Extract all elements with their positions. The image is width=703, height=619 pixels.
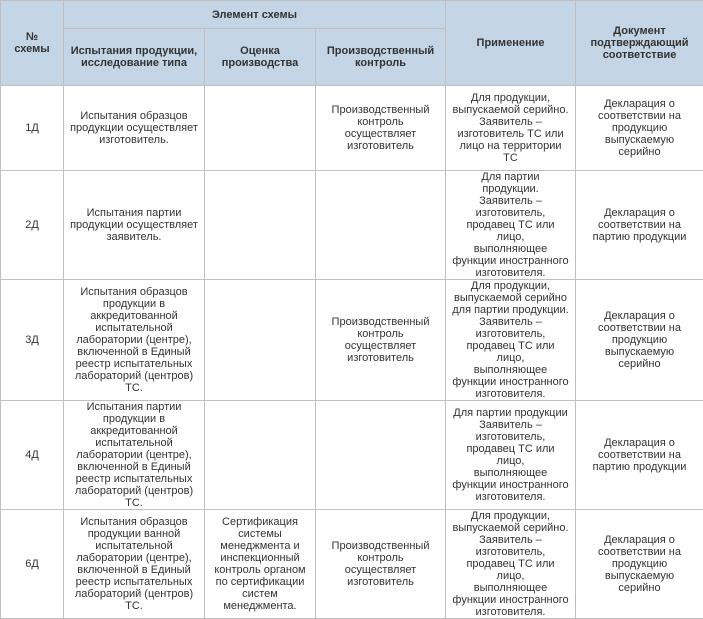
cell-control: Производственный контроль осуществляет изготовитель	[316, 86, 446, 171]
header-testing: Испытания продукции, исследование типа	[64, 29, 205, 86]
table-row	[1, 401, 703, 510]
cell-scheme: 1Д	[1, 86, 64, 171]
table-row	[1, 86, 703, 171]
cell-document: Декларация о соответствии на продукцию выпускаемую серийно	[576, 86, 703, 171]
cell-testing: Испытания партии продукции в аккредитованной испытательной лаборатории (центре), включенной в Единый реестр испытательных лабораторий (центров) ТС.	[64, 401, 205, 510]
header-scheme-no: № схемы	[1, 1, 64, 86]
cell-scheme: 4Д	[1, 401, 64, 510]
cell-document: Декларация о соответствии на партию продукции	[576, 171, 703, 280]
header-document: Документ подтверждающий соответствие	[576, 1, 703, 86]
cell-document: Декларация о соответствии на партию продукции	[576, 401, 703, 510]
header-application: Применение	[446, 1, 576, 86]
cell-control: Производственный контроль осуществляет изготовитель	[316, 510, 446, 619]
cell-application: Для продукции, выпускаемой серийно для партии продукции. Заявитель – изготовитель, продавец ТС или лицо, выполняющее функции иностранного изготовителя.	[446, 280, 576, 401]
cell-application: Для партии продукции. Заявитель – изготовитель, продавец ТС или лицо, выполняющее функции иностранного изготовителя.	[446, 171, 576, 280]
header-element-group: Элемент схемы	[64, 1, 446, 29]
cell-testing: Испытания образцов продукции осуществляет изготовитель.	[64, 86, 205, 171]
cell-application: Для продукции, выпускаемой серийно. Заявитель – изготовитель, продавец ТС или лицо, выполняющее функции иностранного изготовителя.	[446, 510, 576, 619]
header-row-top	[1, 1, 703, 29]
cell-testing: Испытания образцов продукции в аккредитованной испытательной лаборатории (центре), включенной в Единый реестр испытательных лабораторий (центров) ТС.	[64, 280, 205, 401]
cell-application: Для продукции, выпускаемой серийно. Заявитель – изготовитель ТС или лицо на территории ТС	[446, 86, 576, 171]
cell-assessment	[205, 401, 316, 510]
cell-scheme: 6Д	[1, 510, 64, 619]
cell-document: Декларация о соответствии на продукцию выпускаемую серийно	[576, 510, 703, 619]
header-production-control: Производственный контроль	[316, 29, 446, 86]
table-row	[1, 280, 703, 401]
cell-testing: Испытания партии продукции осуществляет заявитель.	[64, 171, 205, 280]
cell-control: Производственный контроль осуществляет изготовитель	[316, 280, 446, 401]
cell-application: Для партии продукции Заявитель – изготовитель, продавец ТС или лицо, выполняющее функции иностранного изготовителя.	[446, 401, 576, 510]
header-production-assessment: Оценка производства	[205, 29, 316, 86]
cell-assessment	[205, 280, 316, 401]
cell-assessment: Сертификация системы менеджмента и инспекционный контроль органом по сертификации систем менеджмента.	[205, 510, 316, 619]
cell-scheme: 2Д	[1, 171, 64, 280]
table-row	[1, 171, 703, 280]
table-row	[1, 510, 703, 619]
cell-control	[316, 401, 446, 510]
cell-testing: Испытания образцов продукции ванной испытательной лаборатории (центре), включенной в Единый реестр испытательных лабораторий (центров) ТС.	[64, 510, 205, 619]
cell-document: Декларация о соответствии на продукцию выпускаемую серийно	[576, 280, 703, 401]
cell-assessment	[205, 86, 316, 171]
cell-control	[316, 171, 446, 280]
cell-assessment	[205, 171, 316, 280]
cell-scheme: 3Д	[1, 280, 64, 401]
